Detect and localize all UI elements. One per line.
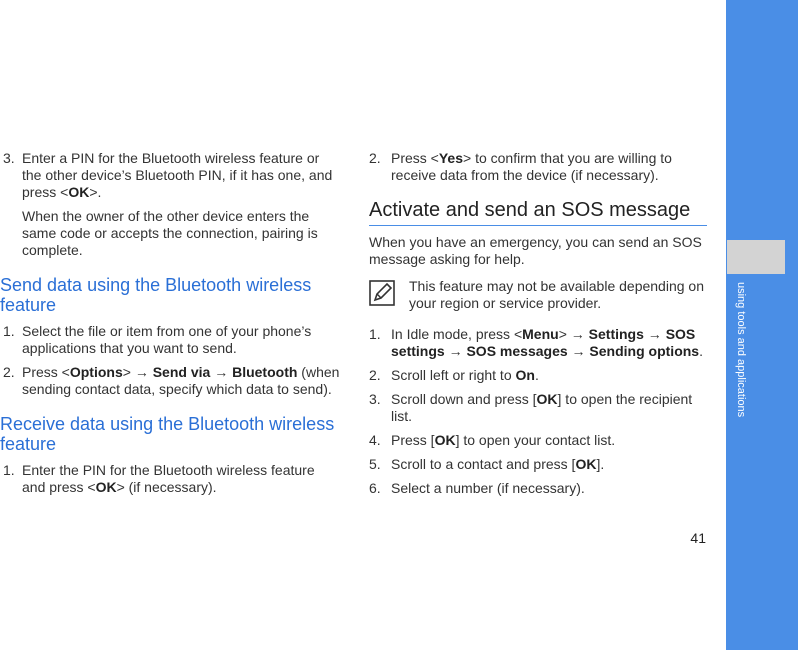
step-text: > → [122,364,153,380]
page-number: 41 [690,530,706,546]
pairing-step-3 [0,150,340,201]
step-text: Scroll left or right to [391,367,516,383]
key-sos-settings: SOS settings [391,326,696,359]
key-ok: OK [536,391,558,407]
sos-step-3 [369,391,709,425]
step-number: 3. [3,150,15,166]
step-number: 4. [369,432,381,448]
step-text: Scroll to a contact and press [ [391,456,576,472]
step-text: In Idle mode, press < [391,326,523,342]
step-number: 1. [3,323,15,339]
key-send-via: Send via [152,364,211,380]
step-text: Enter the PIN for the Bluetooth wireless feature and press < [22,462,315,495]
step-text: Scroll down and press [ [391,391,537,407]
key-ok: OK [575,456,597,472]
step-number: 2. [369,367,381,383]
side-label: using tools and applications [735,282,747,418]
step-text: Select the file or item from one of your phone’s applications that you want to send. [22,323,312,356]
step-text: > to confirm that you are willing to receive data from the device (if necessary). [391,150,672,183]
key-options: Options [69,364,123,380]
send-section-title: Send data using the Bluetooth wireless feature [0,275,312,315]
key-ok: OK [95,479,117,495]
key-bluetooth: Bluetooth [232,364,298,380]
step-text: → [567,343,590,359]
sos-step-6 [369,480,709,497]
step-text: (when sending contact data, specify which data to send). [22,364,340,397]
step-text: → [444,343,467,359]
step-text: Select a number (if necessary). [391,480,585,496]
receive-section-title: Receive data using the Bluetooth wireless feature [0,414,335,454]
sos-step-5 [369,456,709,473]
sos-note [369,278,709,312]
receive-step-1 [0,462,340,496]
note-text: This feature may not be available depending on your region or service provider. [409,278,704,311]
pairing-note: When the owner of the other device enters the same code or accepts the connection, pairing is complete. [22,208,318,258]
step-number: 1. [369,326,381,342]
note-pencil-icon [369,280,395,306]
side-tab [727,240,785,274]
step-text: . [699,343,703,359]
step-number: 2. [3,364,15,380]
step-text: ] to open the recipient list. [391,391,693,424]
step-number: 5. [369,456,381,472]
key-menu: Menu [522,326,559,342]
key-on: On [515,367,535,383]
step-text: . [534,367,539,383]
key-yes: Yes [438,150,463,166]
step-text: → [210,364,233,380]
step-number: 1. [3,462,15,478]
right-column [369,150,709,504]
sos-step-2 [369,367,709,384]
step-text: Enter a PIN for the Bluetooth wireless feature or the other device’s Bluetooth PIN, if it has one, and press < [22,150,333,200]
send-step-2 [0,364,340,398]
receive-step-2 [369,150,709,184]
key-ok: OK [68,184,90,200]
step-text: > → [558,326,589,342]
step-number: 6. [369,480,381,496]
key-settings: Settings [588,326,644,342]
step-text: ] to open your contact list. [455,432,616,448]
sos-step-4 [369,432,709,449]
sos-step-1 [369,326,709,360]
step-number: 2. [369,150,381,166]
sos-intro: When you have an emergency, you can send an SOS message asking for help. [369,234,702,267]
step-text: → [643,326,666,342]
key-ok: OK [434,432,456,448]
step-number: 3. [369,391,381,407]
key-sending-options: Sending options [589,343,700,359]
sos-section-title: Activate and send an SOS message [369,198,707,226]
step-text: Press < [22,364,70,380]
step-text: Press [ [391,432,435,448]
send-step-1 [0,323,340,357]
step-text: > (if necessary). [116,479,217,495]
step-text: >. [89,184,102,200]
step-text: ]. [596,456,605,472]
step-text: Press < [391,150,439,166]
key-sos-messages: SOS messages [466,343,568,359]
left-column [0,150,340,503]
